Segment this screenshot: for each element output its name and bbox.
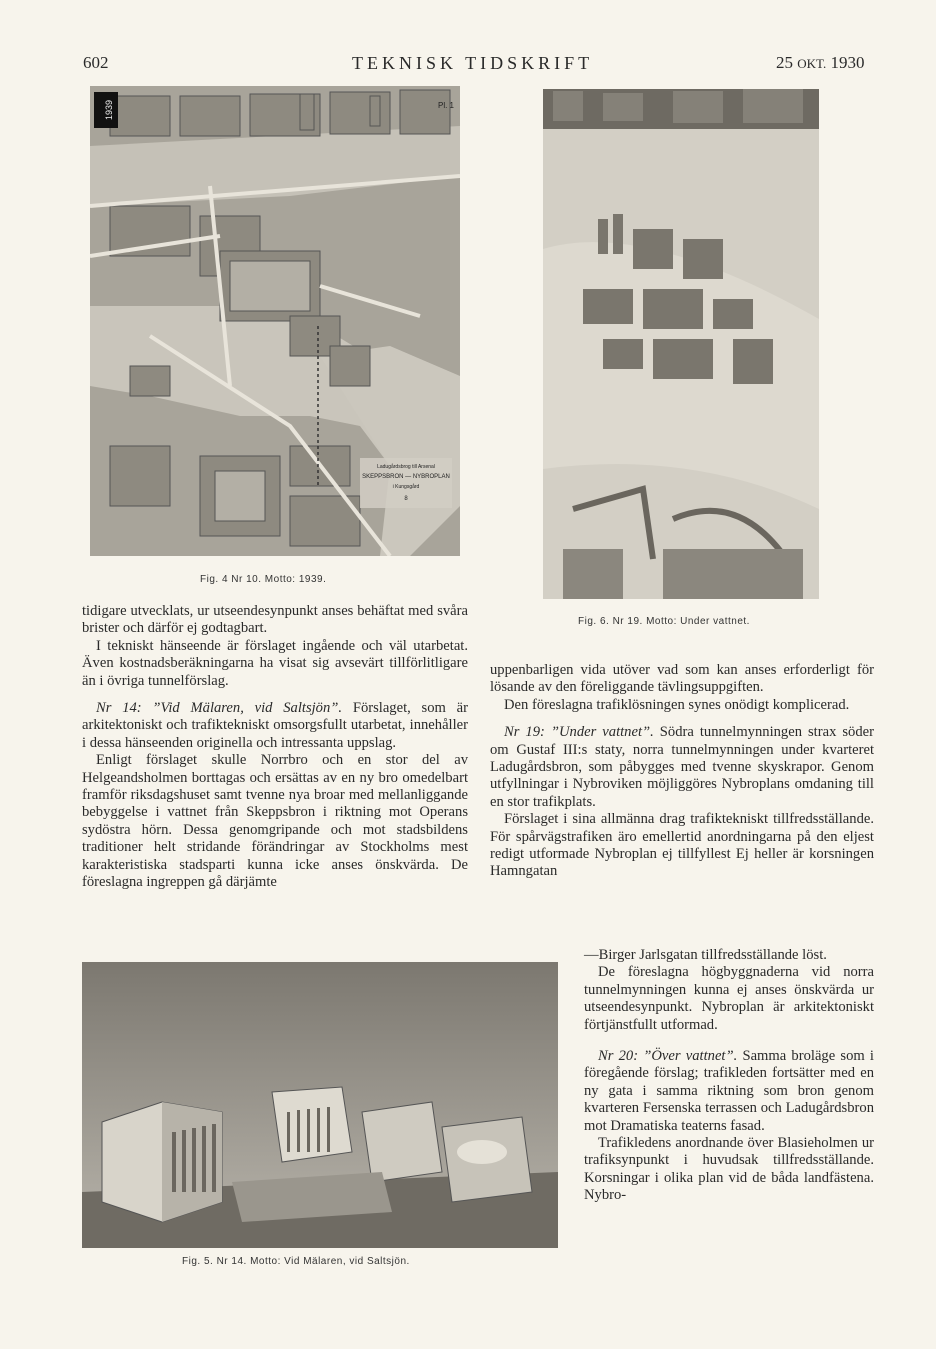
right-paragraph-2: Den föreslagna trafiklösningen synes onödigt komplicerad. (504, 696, 850, 713)
right-column-bottom (584, 947, 874, 1205)
entry-body-nr20: Samma broläge som i föregående förslag; trafikleden fortsätter med en ny gata i samma riktning som bron genom kvarteren Fersenska terrassen och Ladugårdsbron mot Dramatiska teaterns fasad. (584, 1048, 874, 1134)
entry-body-nr19: Södra tunnelmynningen strax söder om Gustaf III:s staty, norra tunnelmynningen under kvarteret Ladugårdsbron, som påbygges med tvenne skyskrapor. Genom utfyllningar i Nybroviken möjliggöres Nybroplans omdaning till en stor trafikplats. (490, 724, 874, 810)
right-paragraph-6 (584, 1048, 874, 1135)
figure-6-photo (543, 89, 819, 599)
date-year: 1930 (830, 53, 865, 72)
right-paragraph-5: De föreslagna högbyggnaderna vid norra tunnelmynningen kunna ej anses önskvärda ur utseendesynpunkt. Nybroplan är arkitektoniskt förtjänstfullt utformad. (584, 964, 874, 1033)
figure-5-caption: Fig. 5. Nr 14. Motto: Vid Mälaren, vid Saltsjön. (182, 1256, 410, 1267)
map-legend-line2: SKEPPSBRON — NYBROPLAN (362, 474, 450, 480)
architectural-model-drawing (82, 962, 558, 1248)
map-legend-line3: i Kungsgård (392, 484, 420, 490)
date-day: 25 (776, 53, 793, 72)
figure-6-caption: Fig. 6. Nr 19. Motto: Under vattnet. (578, 616, 750, 627)
figure-4-map (90, 86, 460, 556)
right-paragraph-3 (490, 724, 874, 811)
figure-5-photo (82, 962, 558, 1248)
right-paragraph-4b: —Birger Jarlsgatan tillfredsställande löst. (584, 947, 827, 963)
left-paragraph-4: Enligt förslaget skulle Norrbro och en stor del av Helgeandsholmen borttagas och ersättas av en ny bro omedelbart framför riksdagshuset samt tvenne nya broar med mellanliggande bebyggelse i vattnet från Skeppsbron i riktning mot Operans sydöstra hörn. Dessa genomgripande och mot stadsbildens traditioner helt stridande förändringar av Stockholms mest karakteristiska stadsparti kunna icke anses önskvärda. De föreslagna ingreppen gå därjämte (82, 752, 468, 891)
journal-title: TEKNISK TIDSKRIFT (352, 53, 594, 73)
right-column-top (490, 662, 874, 881)
figure-4-caption: Fig. 4 Nr 10. Motto: 1939. (200, 574, 327, 585)
city-plan-drawing (90, 86, 460, 556)
map-legend-line1: Ladugårdsbrog till Arsenal (377, 464, 435, 470)
entry-title-nr20: Nr 20: ”Över vattnet”. (598, 1048, 738, 1065)
entry-body-nr14: Förslaget, som är arkitektoniskt och trafiktekniskt omsorgsfullt utarbetat, innehåller i dessa hänseenden originella och intressanta uppslag. (82, 700, 468, 751)
right-paragraph-7: Trafikledens anordnande över Blasieholmen ur trafiksynpunkt i huvudsak tillfredsställande. Korsningar i olika plan vid de båda landfästena. Nybro- (584, 1135, 874, 1204)
left-paragraph-3 (82, 700, 468, 752)
map-plate-label: Pl. 1 (438, 101, 455, 110)
model-photo-drawing (543, 89, 819, 599)
left-paragraph-2: I tekniskt hänseende är förslaget ingående och väl utarbetat. Även kostnadsberäkningarna ha visat sig avsevärt tillförlitligare än i övriga tunnelförslag. (82, 637, 468, 689)
left-column (82, 603, 468, 892)
map-legend-line4: 8 (404, 496, 408, 502)
right-paragraph-4a: Förslaget i sina allmänna drag trafiktekniskt tillfredsställande. För spårvägstrafiken äro emellertid anordningarna på den eljest redigt utformade Nybroplan ej tillfyllest Ej heller är korsningen Hamngatan (490, 811, 874, 880)
entry-title-nr14: Nr 14: ”Vid Mälaren, vid Saltsjön”. (96, 700, 343, 717)
entry-title-nr19: Nr 19: ”Under vattnet”. (504, 724, 654, 741)
right-paragraph-1: uppenbarligen vida utöver vad som kan anses erforderligt för lösande av den föreliggande tävlingsuppgiften. (490, 662, 874, 696)
map-stamp: 1939 (104, 99, 114, 121)
page-number: 602 (83, 53, 109, 72)
issue-date (776, 53, 865, 73)
date-month: OKT. (797, 56, 827, 71)
left-paragraph-1: tidigare utvecklats, ur utseendesynpunkt anses behäftat med svåra brister och därför ej godtagbart. (82, 603, 468, 637)
